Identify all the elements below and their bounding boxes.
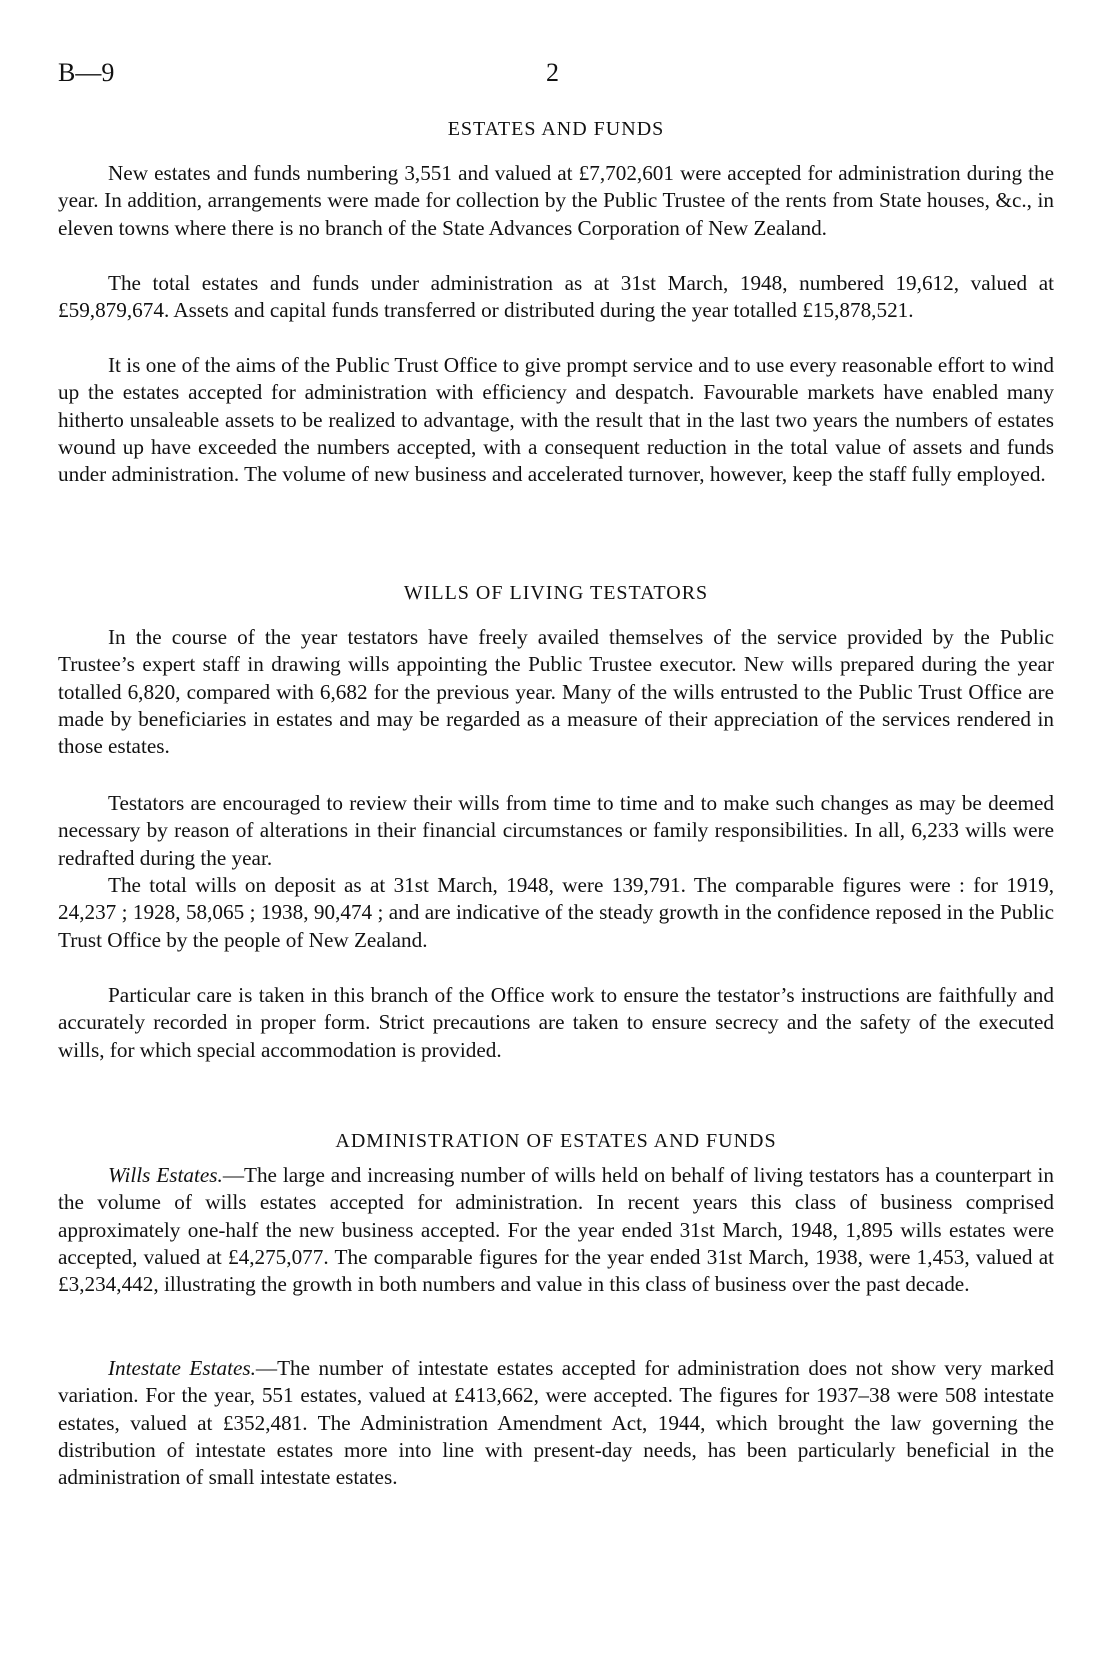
paragraph-text: —The large and increasing number of wills held on behalf of living testators has a counterpart in the volume of wills estates accepted for administration. In recent years this class of business comprised approximately one-half the new business accepted. For the year ended 31st March, 1948, 1,895 wills estates were accepted, valued at £4,275,077. The comparable figures for the year ended 31st March, 1938, were 1,453, valued at £3,234,442, illustrating the growth in both numbers and value in this class of business over the past decade. bbox=[58, 1163, 1054, 1297]
page-number: 2 bbox=[546, 58, 559, 87]
section-heading-estates-and-funds: ESTATES AND FUNDS bbox=[447, 118, 665, 140]
section-heading-administration-of-estates-and-funds: ADMINISTRATION OF ESTATES AND FUNDS bbox=[335, 1130, 777, 1152]
page-header bbox=[58, 58, 1054, 94]
paragraph-text: —The number of intestate estates accepted for administration does not show very marked variation. For the year, 551 estates, valued at £413,662, were accepted. The figures for 1937–38 were 508 intestate estates, valued at £352,481. The Administration Amendment Act, 1944, which brought the law governing the distribution of intestate estates more into line with present-day needs, has been particularly beneficial in the administration of small intestate estates. bbox=[58, 1356, 1054, 1490]
paragraph: Particular care is taken in this branch of the Office work to ensure the testator’s instructions are faithfully and accurately recorded in proper form. Strict precautions are taken to ensure secrecy and the safety of the executed wills, for which special accommodation is provided. bbox=[58, 983, 1054, 1062]
paragraph: The total estates and funds under administration as at 31st March, 1948, numbered 19,612, valued at £59,879,674. Assets and capital funds transferred or distributed during the year totalled £15,878,521. bbox=[58, 271, 1054, 323]
paragraph: Testators are encouraged to review their wills from time to time and to make such changes as may be deemed necessary by reason of alterations in their financial circumstances or family responsibilities. In all, 6,233 wills were redrafted during the year. bbox=[58, 791, 1054, 870]
paragraph-wills-estates bbox=[58, 1162, 1054, 1298]
paragraph-lead: Intestate Estates. bbox=[108, 1356, 256, 1380]
paragraph-intestate-estates bbox=[58, 1355, 1054, 1491]
document-reference: B—9 bbox=[58, 58, 115, 87]
paragraph: The total wills on deposit as at 31st March, 1948, were 139,791. The comparable figures were : for 1919, 24,237 ; 1928, 58,065 ; 1938, 90,474 ; and are indicative of the steady growth in the confidence reposed in the Public Trust Office by the people of New Zealand. bbox=[58, 873, 1054, 952]
paragraph: It is one of the aims of the Public Trust Office to give prompt service and to use every reasonable effort to wind up the estates accepted for administration with efficiency and despatch. Favourable markets have enabled many hitherto unsaleable assets to be realized to advantage, with the result that in the last two years the numbers of estates wound up have exceeded the numbers accepted, with a consequent reduction in the total value of assets and funds under administration. The volume of new business and accelerated turnover, however, keep the staff fully employed. bbox=[58, 353, 1054, 487]
paragraph: In the course of the year testators have freely availed themselves of the service provided by the Public Trustee’s expert staff in drawing wills appointing the Public Trustee executor. New wills prepared during the year totalled 6,820, compared with 6,682 for the previous year. Many of the wills entrusted to the Public Trust Office are made by beneficiaries in estates and may be regarded as a measure of their appreciation of the services rendered in those estates. bbox=[58, 625, 1054, 759]
paragraph-lead: Wills Estates. bbox=[108, 1163, 223, 1187]
paragraph: New estates and funds numbering 3,551 and valued at £7,702,601 were accepted for administration during the year. In addition, arrangements were made for collection by the Public Trustee of the rents from State houses, &c., in eleven towns where there is no branch of the State Advances Corporation of New Zealand. bbox=[58, 161, 1054, 240]
section-heading-wills-of-living-testators: WILLS OF LIVING TESTATORS bbox=[403, 582, 709, 604]
